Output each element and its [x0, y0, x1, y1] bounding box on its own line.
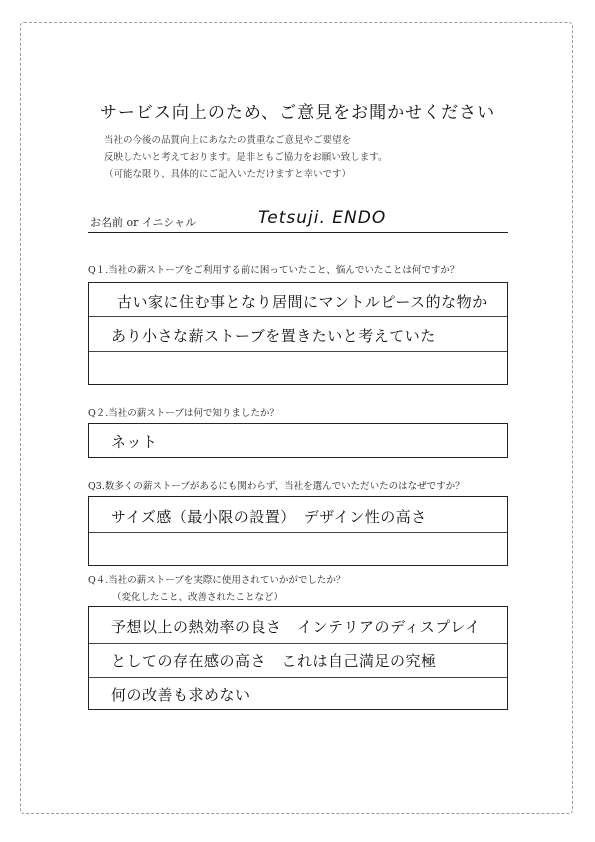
q1-label: Q１.当社の薪ストーブをご利用する前に困っていたこと、悩んでいたことは何ですか？ [88, 265, 460, 276]
q1-answer-line: あり小さな薪ストーブを置きたいと考えていた [111, 327, 436, 345]
q3-answer-box[interactable] [88, 496, 508, 566]
q1-answer-box[interactable] [88, 282, 508, 385]
q2-answer-line: ネット [111, 433, 158, 451]
intro-line: 当社の今後の品質向上にあなたの貴重なご意見やご要望を [104, 135, 352, 146]
answer-rule [89, 677, 507, 678]
q4-answer-line: 何の改善も求めない [111, 686, 251, 704]
intro-line: 反映したいと考えております。是非ともご協力をお願い致します。 [104, 152, 388, 163]
answer-rule [89, 532, 507, 533]
q2-answer-box[interactable] [88, 423, 508, 458]
name-value: Tetsuji. ENDO [258, 208, 387, 228]
answer-rule [89, 643, 507, 644]
q4-sublabel: （変化したこと、改善されたことなど） [112, 592, 284, 603]
name-field[interactable] [88, 210, 508, 233]
intro-line: （可能な限り、具体的にご記入いただけますと幸いです） [104, 169, 352, 180]
q1-answer-line: 古い家に住む事となり居間にマントルピース的な物か [117, 293, 488, 311]
answer-rule [89, 316, 507, 317]
q3-label: Q3.数多くの薪ストーブがあるにも関わらず、当社を選んでいただいたのはなぜですか？ [88, 481, 465, 492]
intro-text [104, 132, 387, 183]
q4-answer-box[interactable] [88, 606, 508, 710]
q4-label: Q４.当社の薪ストーブを実際に使用されていかがでしたか？ [88, 575, 346, 586]
q2-label: Q２.当社の薪ストーブは何で知りましたか？ [88, 408, 279, 419]
q4-answer-line: としての存在感の高さ これは自己満足の究極 [111, 652, 437, 670]
name-label: お名前 or イニシャル [90, 216, 197, 229]
q4-answer-line: 予想以上の熱効率の良さ インテリアのディスプレイ [111, 618, 481, 636]
form-title: サービス向上のため、ご意見をお聞かせください [99, 103, 496, 123]
answer-rule [89, 351, 507, 352]
q3-answer-line: サイズ感（最小限の設置） デザイン性の高さ [111, 508, 427, 526]
